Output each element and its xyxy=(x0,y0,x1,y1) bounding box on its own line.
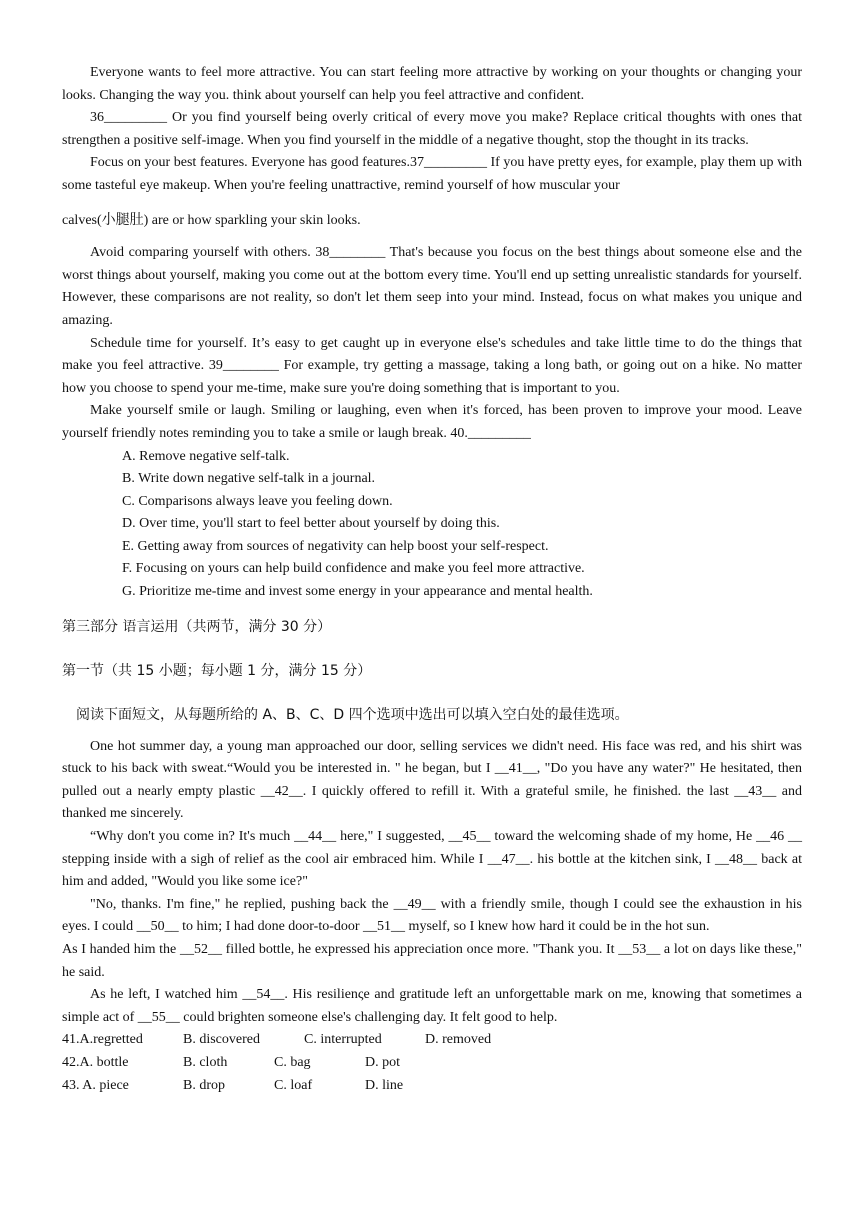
choice-d: D. pot xyxy=(365,1054,400,1070)
subsection-title: 第一节（共 15 小题；每小题 1 分，满分 15 分） xyxy=(62,662,372,679)
passage-paragraph: Schedule time for yourself. It’s easy to get caught up in everyone else's schedules and take little time to do the things that make you feel attractive. 39________ For example, try getting a massage, taking a long bath, or going out on a hike. No matter how you choose to spend your me-time, make sure you're doing something that is important to you. xyxy=(62,335,802,396)
option-a: A. Remove negative self-talk. xyxy=(122,448,290,464)
passage-paragraph-continuation: calves(小腿肚) are or how sparkling your skin looks. xyxy=(62,212,361,228)
choice-d: D. removed xyxy=(425,1032,492,1048)
choice-row xyxy=(62,1075,802,1098)
section-title: 第三部分 语言运用（共两节，满分 30 分） xyxy=(62,618,332,635)
story-paragraph: "No, thanks. I'm fine," he replied, pushing back the __49__ with a friendly smile, though I could see the exhaustion in his eyes. I could __50__ to him; I had done door-to-door __51__ myself, so I knew how hard it could be in the hot sun. xyxy=(62,896,802,935)
choice-c: C. interrupted xyxy=(304,1032,382,1048)
choice-a: 41.A.regretted xyxy=(62,1032,143,1048)
choice-list xyxy=(62,1029,802,1097)
choice-c: C. loaf xyxy=(274,1077,313,1093)
story-paragraph: As I handed him the __52__ filled bottle, he expressed his appreciation once more. "Thank you. It __53__ a lot on days like these," he said. xyxy=(62,942,802,980)
passage-paragraph: Everyone wants to feel more attractive. You can start feeling more attractive by working on your thoughts or changing your looks. Changing the way you. think about yourself can help you feel attractive and confident. xyxy=(62,65,802,103)
story-paragraph: As he left, I watched him __54__. His resilienςe and gratitude left an unforgettable mark on me, knowing that sometimes a simple act of __55__ could brighten someone else's challenging day. It felt good to help. xyxy=(62,987,802,1025)
option-c: C. Comparisons always leave you feeling down. xyxy=(122,493,393,509)
choice-row xyxy=(62,1052,802,1075)
passage-paragraph: Focus on your best features. Everyone has good features.37_________ If you have pretty eyes, for example, play them up with some tasteful eye makeup. When you're feeling unattractive, remind yourself of how muscular your xyxy=(62,155,802,193)
choice-d: D. line xyxy=(365,1077,404,1093)
option-e: E. Getting away from sources of negativity can help boost your self-respect. xyxy=(122,538,549,554)
choice-a: 42.A. bottle xyxy=(62,1054,129,1070)
cloze-passage xyxy=(62,736,802,1030)
passage-paragraph: Avoid comparing yourself with others. 38________ That's because you focus on the best things about someone else and the worst things about yourself, making you come out at the bottom every time. You'll end up setting unrealistic standards for yourself. However, these comparisons are not reality, so don't let them seep into your mind. Instead, focus on what makes you unique and amazing. xyxy=(62,245,802,328)
choice-c: C. bag xyxy=(274,1054,311,1070)
option-f: F. Focusing on yours can help build confidence and make you feel more attractive. xyxy=(122,561,585,577)
choice-b: B. discovered xyxy=(183,1032,260,1048)
answer-options xyxy=(122,446,802,604)
story-paragraph: “Why don't you come in? It's much __44__ here," I suggested, __45__ toward the welcoming shade of my home, He __46 __ stepping inside with a sigh of relief as the cool air embraced him. While I __47__. his bottle at the kitchen sink, I __48__ back at him and added, "Would you like some ice?" xyxy=(62,829,802,890)
passage-paragraph: 36_________ Or you find yourself being overly critical of every move you make? Replace critical thoughts with ones that strengthen a positive self-image. When you find yourself in the middle of a negative thought, stop the thought in its tracks. xyxy=(62,110,802,148)
choice-a: 43. A. piece xyxy=(62,1077,129,1093)
exam-page xyxy=(62,62,802,1097)
option-d: D. Over time, you'll start to feel better about yourself by doing this. xyxy=(122,516,500,532)
option-b: B. Write down negative self-talk in a journal. xyxy=(122,471,376,487)
story-paragraph: One hot summer day, a young man approached our door, selling services we didn't need. His face was red, and his shirt was stuck to his back with sweat.“Would you be interested in. " he began, but I __41__, "Do you have any water?" He hesitated, then pulled out a nearly empty plastic __42__. I quickly offered to refill it. With a grateful smile, he finished. the last __43__ and thanked me sincerely. xyxy=(62,738,802,822)
choice-b: B. drop xyxy=(183,1077,225,1093)
choice-b: B. cloth xyxy=(183,1054,228,1070)
choice-row xyxy=(62,1029,802,1052)
option-g: G. Prioritize me-time and invest some energy in your appearance and mental health. xyxy=(122,584,593,600)
instruction: 阅读下面短文，从每题所给的 A、B、C、D 四个选项中选出可以填入空白处的最佳选项。 xyxy=(76,706,629,723)
passage-paragraph: Make yourself smile or laugh. Smiling or laughing, even when it's forced, has been proven to improve your mood. Leave yourself friendly notes reminding you to take a smile or laugh break. 40._________ xyxy=(62,403,802,441)
